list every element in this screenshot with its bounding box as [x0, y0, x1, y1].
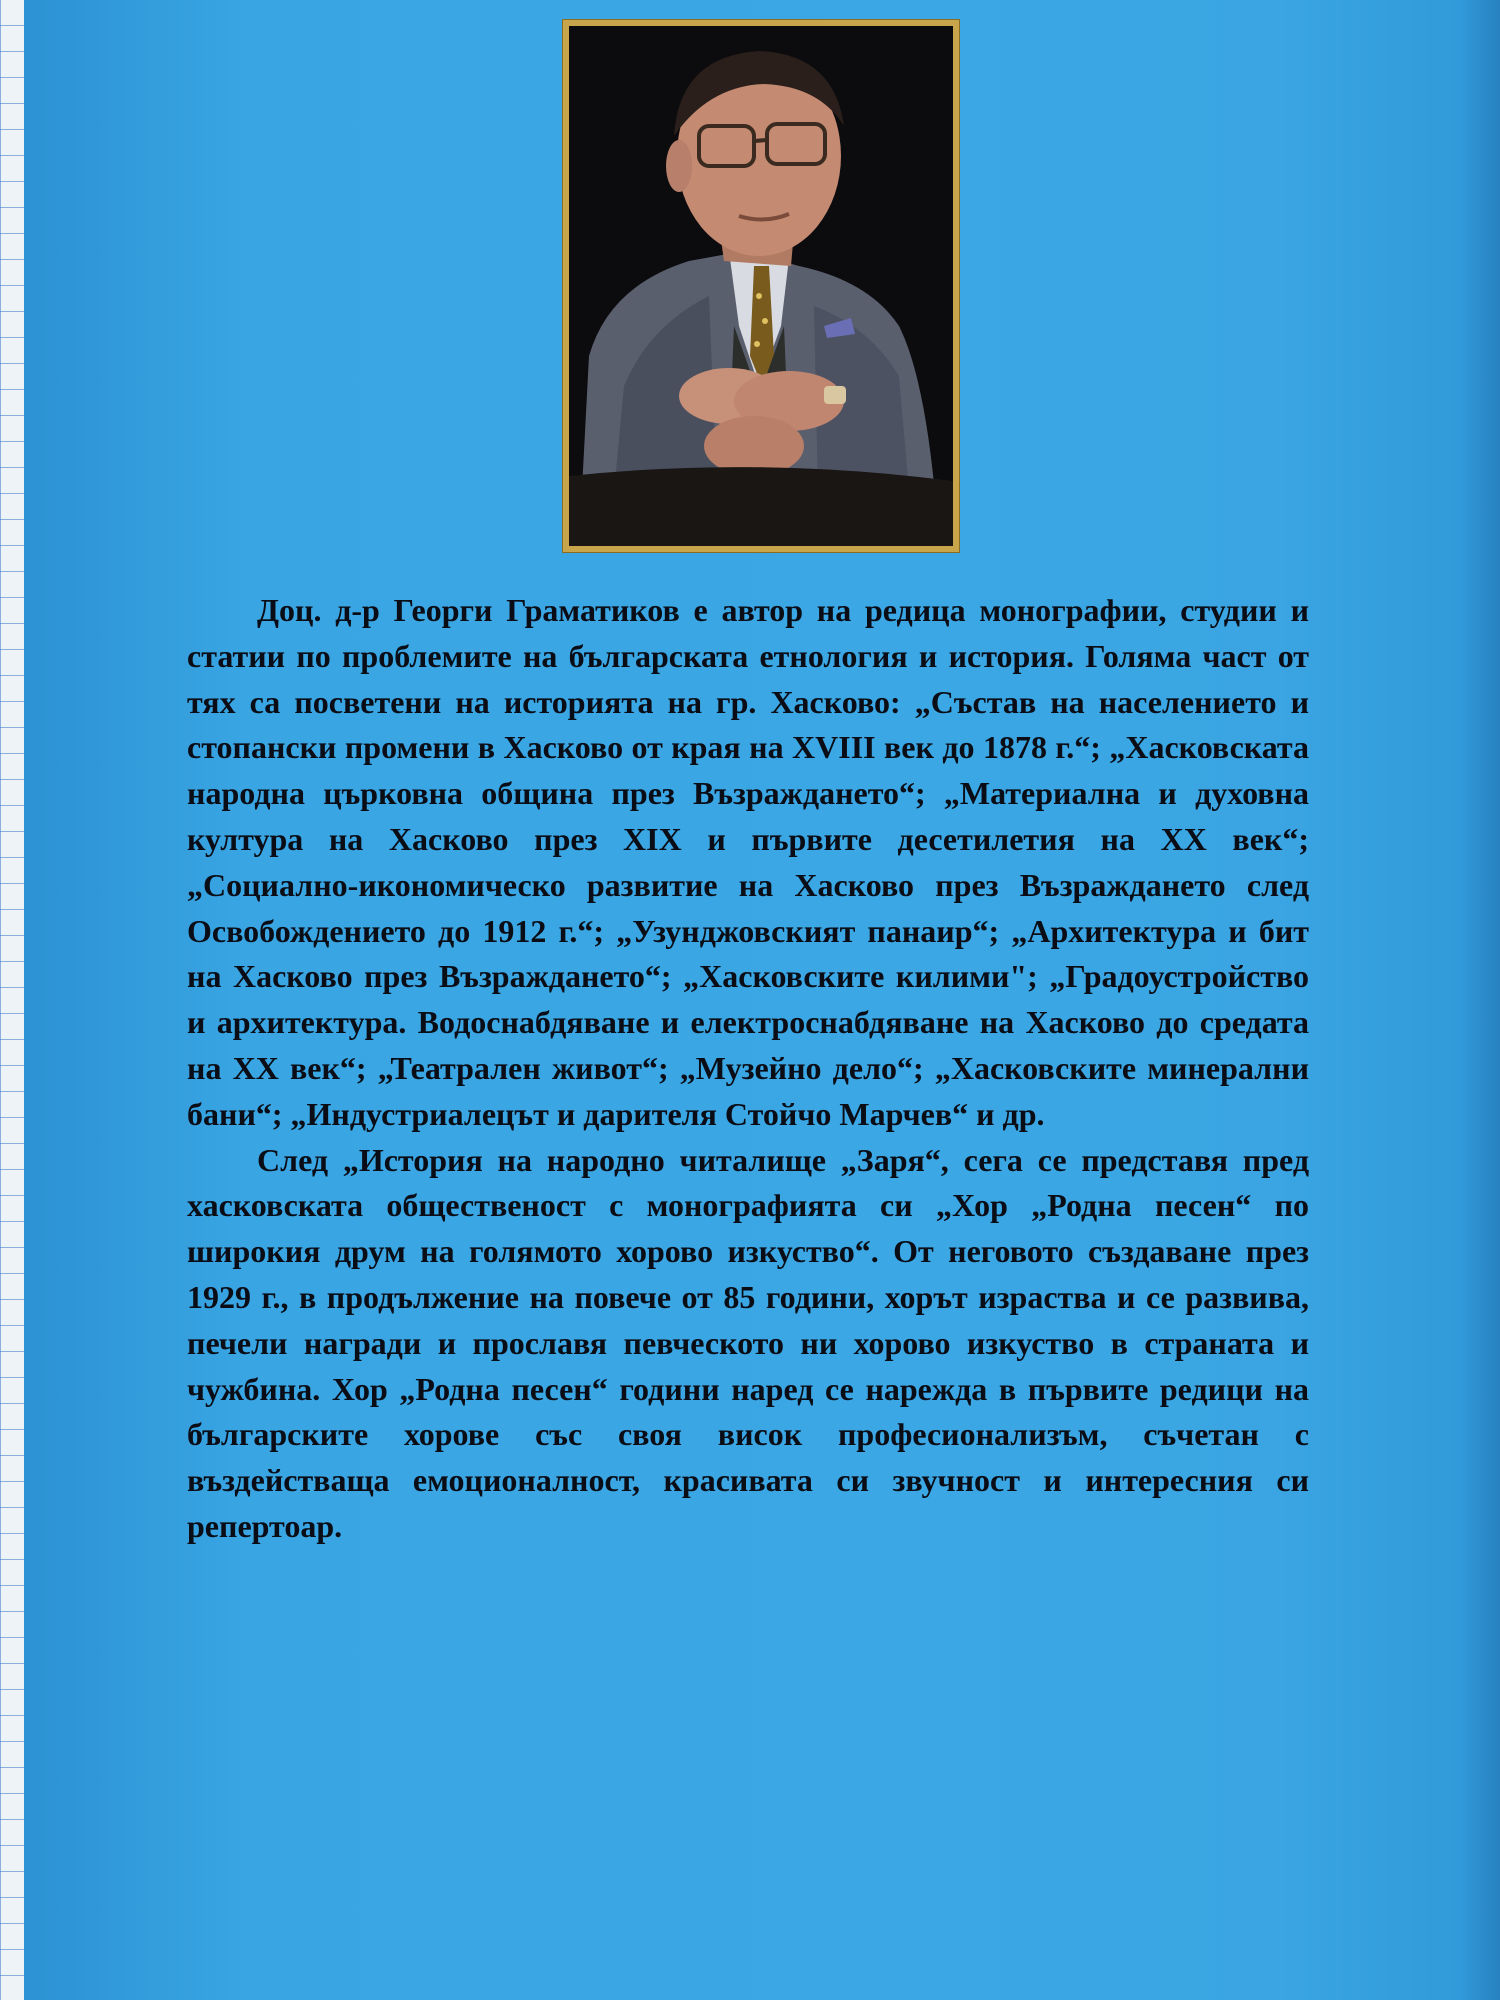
description-text	[187, 588, 1309, 1550]
author-portrait-icon	[569, 26, 953, 546]
notebook-paper-edge	[0, 0, 25, 2000]
portrait-illustration	[569, 26, 953, 546]
cover-edge-shadow	[1460, 0, 1500, 2000]
paragraph-author-works: Доц. д-р Георги Граматиков е автор на редица монографии, студии и статии по проблемите на българската етнология и история. Голяма част от тях са посветени на историята на гр. Хасково: „Състав на населението и стопански промени в Хасково от края на XVIII век до 1878 г.“; „Хасковската народна църковна община през Възраждането“; „Материална и духовна култура на Хасково през XIX и първите десетилетия на XX век“; „Социално-икономическо развитие на Хасково през Възраждането след Освобождението до 1912 г.“; „Узунджовският панаир“; „Архитектура и бит на Хасково през Възраждането“; „Хасковските килими"; „Градоустройство и архитектура. Водоснабдяване и електроснабдяване на Хасково до средата на XX век“; „Театрален живот“; „Музейно дело“; „Хасковските минерални бани“; „Индустриалецът и дарителя Стойчо Марчев“ и др.	[187, 592, 1309, 1132]
paragraph-monograph: След „История на народно читалище „Заря“, сега се представя пред хасковската общественост с монографията си „Хор „Родна песен“ по широкия друм на голямото хорово изкуство“. От неговото създаване през 1929 г., в продължение на повече от 85 години, хорът израства и се развива, печели награди и прославя певческото ни хорово изкуство в страната и чужбина. Хор „Родна песен“ години наред се нарежда в първите редици на българските хорове със своя висок професионализъм, съчетан с въздействаща емоционалност, красивата си звучност и интересния си репертоар.	[187, 1141, 1309, 1544]
portrait-frame	[563, 20, 959, 552]
